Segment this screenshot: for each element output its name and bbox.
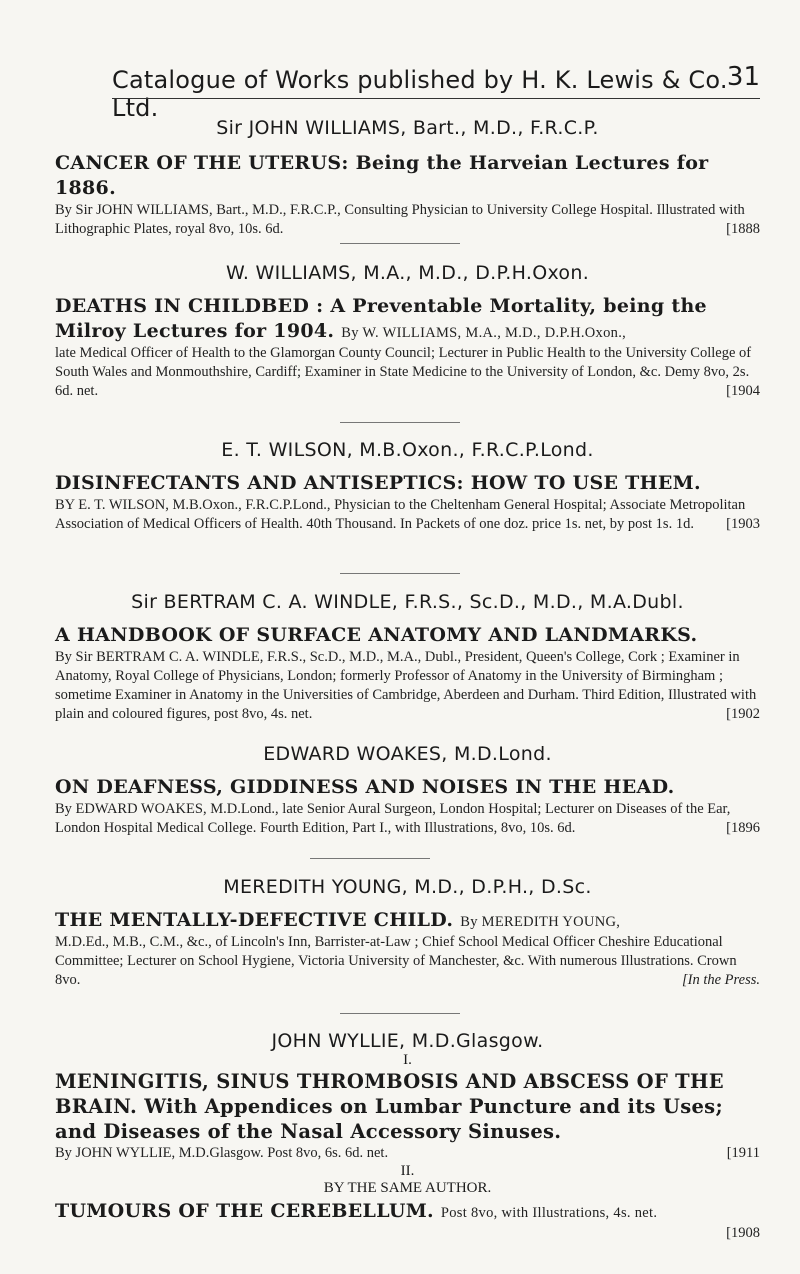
divider — [340, 243, 460, 244]
entry-year: [1911 — [726, 1145, 760, 1161]
entry-wilson — [55, 439, 760, 534]
entry-description: By Sir JOHN WILLIAMS, Bart., M.D., F.R.C.P., Consulting Physician to University College Hospital. Illustrated with Lithographic Plates, royal 8vo, 10s. 6d. [1888 — [55, 202, 760, 237]
part-two-title: TUMOURS OF THE CEREBELLUM. Post 8vo, with Illustrations, 4s. net. — [55, 1200, 658, 1222]
page-number: 31 — [726, 62, 760, 92]
entry-author: Sir JOHN WILLIAMS, Bart., M.D., F.R.C.P. — [216, 117, 599, 139]
catalogue-title: Catalogue of Works published by H. K. Lewis & Co. Ltd. — [112, 66, 728, 122]
entry-title: THE MENTALLY-DEFECTIVE CHILD. By MEREDITH YOUNG, — [55, 909, 621, 931]
divider — [310, 858, 430, 859]
entry-year: [1896 — [726, 820, 760, 836]
part-two-year: [1908 — [726, 1225, 760, 1241]
entry-wyllie — [55, 1030, 760, 1243]
entry-author: E. T. WILSON, M.B.Oxon., F.R.C.P.Lond. — [221, 439, 594, 461]
entry-title: A HANDBOOK OF SURFACE ANATOMY AND LANDMARKS. — [55, 624, 698, 646]
entry-year: [1903 — [726, 516, 760, 532]
entry-author: JOHN WYLLIE, M.D.Glasgow. — [271, 1030, 544, 1052]
entry-young — [55, 876, 760, 990]
entry-author: Sir BERTRAM C. A. WINDLE, F.R.S., Sc.D., M.D., M.A.Dubl. — [131, 591, 684, 613]
entry-title: CANCER OF THE UTERUS: Being the Harveian Lectures for 1886. — [55, 152, 709, 199]
entry-description: M.D.Ed., M.B., C.M., &c., of Lincoln's Inn, Barrister-at-Law ; Chief School Medical Officer Cheshire Educational Committee; Lecturer on School Hygiene, Victoria University of Manchester, &c. With numerous Illustrations. Crown 8vo. [In the Press. — [55, 934, 760, 988]
entry-author: EDWARD WOAKES, M.D.Lond. — [263, 743, 552, 765]
divider — [340, 573, 460, 574]
part-two-label: II. — [400, 1163, 415, 1179]
divider — [340, 1013, 460, 1014]
entry-description: BY E. T. WILSON, M.B.Oxon., F.R.C.P.Lond., Physician to the Cheltenham General Hospital; Associate Metropolitan Association of Medical Officers of Health. 40th Thousand. In Packets of one doz. price 1s. net, by post 1s. 1d. [1903 — [55, 497, 760, 532]
entry-year: [1904 — [726, 383, 760, 399]
entry-year: [1902 — [726, 706, 760, 722]
entry-description: By Sir BERTRAM C. A. WINDLE, F.R.S., Sc.D., M.D., M.A., Dubl., President, Queen's College, Cork ; Examiner in Anatomy, Royal College of Physicians, London; formerly Professor of Anatomy in the University of Birmingham ; sometime Examiner in Anatomy in the Universities of Cambridge, Aberdeen and Durham. Third Edition, Illustrated with plain and coloured figures, post 8vo, 4s. net. [1902 — [55, 649, 760, 722]
entry-year: [1888 — [726, 221, 760, 237]
entry-title: MENINGITIS, SINUS THROMBOSIS AND ABSCESS OF THE BRAIN. With Appendices on Lumbar Puncture and its Uses; and Diseases of the Nasal Accessory Sinuses. — [55, 1070, 724, 1143]
entry-williams-john — [55, 117, 760, 239]
entry-year: [In the Press. — [682, 972, 760, 988]
header-rule — [112, 98, 760, 99]
same-author-byline: BY THE SAME AUTHOR. — [323, 1180, 492, 1196]
entry-title: ON DEAFNESS, GIDDINESS AND NOISES IN THE HEAD. — [55, 776, 675, 798]
entry-description: late Medical Officer of Health to the Glamorgan County Council; Lecturer in Public Health to the University College of South Wales and Monmouthshire, Cardiff; Examiner in State Medicine to the University of London, &c. Demy 8vo, 2s. 6d. net. [1904 — [55, 345, 760, 399]
part-one-label: I. — [403, 1052, 412, 1068]
entry-title: DEATHS IN CHILDBED : A Preventable Mortality, being the Milroy Lectures for 1904. By W. WILLIAMS, M.A., M.D., D.P.H.Oxon., — [55, 295, 707, 342]
page-header — [112, 62, 760, 122]
entry-williams-w — [55, 262, 760, 401]
entry-windle — [55, 591, 760, 724]
entry-woakes — [55, 743, 760, 838]
entry-author: W. WILLIAMS, M.A., M.D., D.P.H.Oxon. — [225, 262, 590, 284]
entry-title: DISINFECTANTS AND ANTISEPTICS: HOW TO USE THEM. — [55, 472, 701, 494]
entry-description: By JOHN WYLLIE, M.D.Glasgow. Post 8vo, 6s. 6d. net. [1911 — [55, 1145, 760, 1161]
entry-author: MEREDITH YOUNG, M.D., D.P.H., D.Sc. — [223, 876, 592, 898]
entry-description: By EDWARD WOAKES, M.D.Lond., late Senior Aural Surgeon, London Hospital; Lecturer on Diseases of the Ear, London Hospital Medical College. Fourth Edition, Part I., with Illustrations, 8vo, 10s. 6d. [1896 — [55, 801, 760, 836]
divider — [340, 422, 460, 423]
